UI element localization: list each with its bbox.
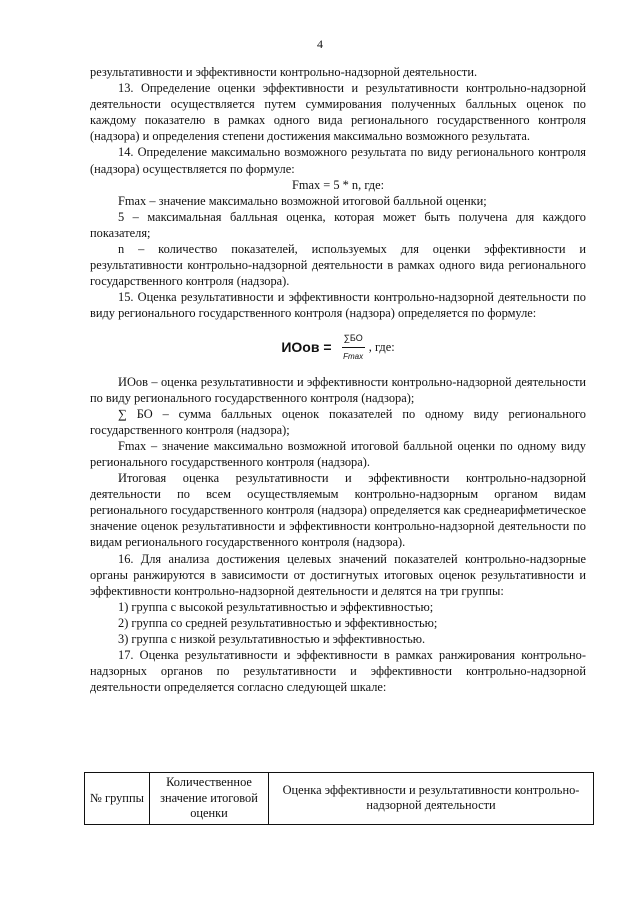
formula-ioov <box>90 324 586 372</box>
header-quantitative-value: Количественное значение итоговой оценки <box>150 773 269 825</box>
scale-table <box>84 772 594 825</box>
paragraph-17: 17. Оценка результативности и эффективности в рамках ранжирования контрольно-надзорных органов по результативности и эффективности контрольно-надзорной деятельности определяется согласно следующей шкале: <box>90 648 586 695</box>
paragraph-total-score: Итоговая оценка результативности и эффективности контрольно-надзорной деятельности по всем осуществляемым контрольно-надзорным органом видам регионального государственного контроля (надзора) определяется как среднеарифметическое значение оценок результативности и эффективности контрольно-надзорной деятельности по видам регионального государственного контроля (надзора). <box>90 471 586 550</box>
paragraph-continuation: результативности и эффективности контрольно-надзорной деятельности. <box>90 65 478 79</box>
definition-five: 5 – максимальная балльная оценка, которая может быть получена для каждого показателя; <box>90 209 586 240</box>
formula-numerator: ∑БО <box>342 330 365 348</box>
paragraph-14: 14. Определение максимально возможного результата по виду регионального контроля (надзора) осуществляется по формуле: <box>90 145 586 176</box>
group-item-3: 3) группа с низкой результативностью и эффективностью. <box>118 632 426 646</box>
scale-table-wrapper <box>84 772 594 825</box>
paragraph-16: 16. Для анализа достижения целевых значений показателей контрольно-надзорные органы ранжируются в зависимости от достигнутых итоговых оценок результативности и эффективности контрольно-надзорной деятельности и делятся на три группы: <box>90 551 586 598</box>
group-item-1: 1) группа с высокой результативностью и эффективностью; <box>118 599 434 614</box>
definition-ioov: ИОов – оценка результативности и эффективности контрольно-надзорной деятельности по виду регионального государственного контроля (надзора); <box>90 374 586 405</box>
definition-fmax-2: Fmax – значение максимально возможной итоговой балльной оценки по одному виду регионального государственного контроля (надзора). <box>90 438 586 469</box>
formula-lhs: ИОов = <box>281 339 332 356</box>
definition-fmax: Fmax – значение максимально возможной итоговой балльной оценки; <box>118 193 487 208</box>
table-header-row <box>85 773 594 825</box>
formula-fraction <box>342 330 365 365</box>
group-item-2: 2) группа со средней результативностью и эффективностью; <box>118 615 438 630</box>
document-body <box>90 64 586 695</box>
formula-tail: , где: <box>368 340 395 355</box>
page-number: 4 <box>317 37 323 51</box>
formula-denominator: Fmax <box>343 352 364 361</box>
paragraph-13: 13. Определение оценки эффективности и результативности контрольно-надзорной деятельности осуществляется путем суммирования полученных балльных оценок по каждому показателю в рамках одного вида регионального государственного контроля (надзора) и определения степени достижения максимально возможного результата. <box>90 81 586 144</box>
definition-n: n – количество показателей, используемых для оценки эффективности и результативности контрольно-надзорной деятельности в рамках одного вида регионального государственного контроля (надзора). <box>90 242 586 289</box>
definition-sum-bo: ∑ БО – сумма балльных оценок показателей по одному виду регионального государственного контроля (надзора); <box>90 406 586 437</box>
paragraph-15: 15. Оценка результативности и эффективности контрольно-надзорной деятельности по виду регионального государственного контроля (надзора) определяется по формуле: <box>90 290 586 321</box>
formula-fmax: Fmax = 5 * n, где: <box>291 177 385 192</box>
header-group-number: № группы <box>85 773 150 825</box>
header-assessment: Оценка эффективности и результативности контрольно-надзорной деятельности <box>269 773 594 825</box>
